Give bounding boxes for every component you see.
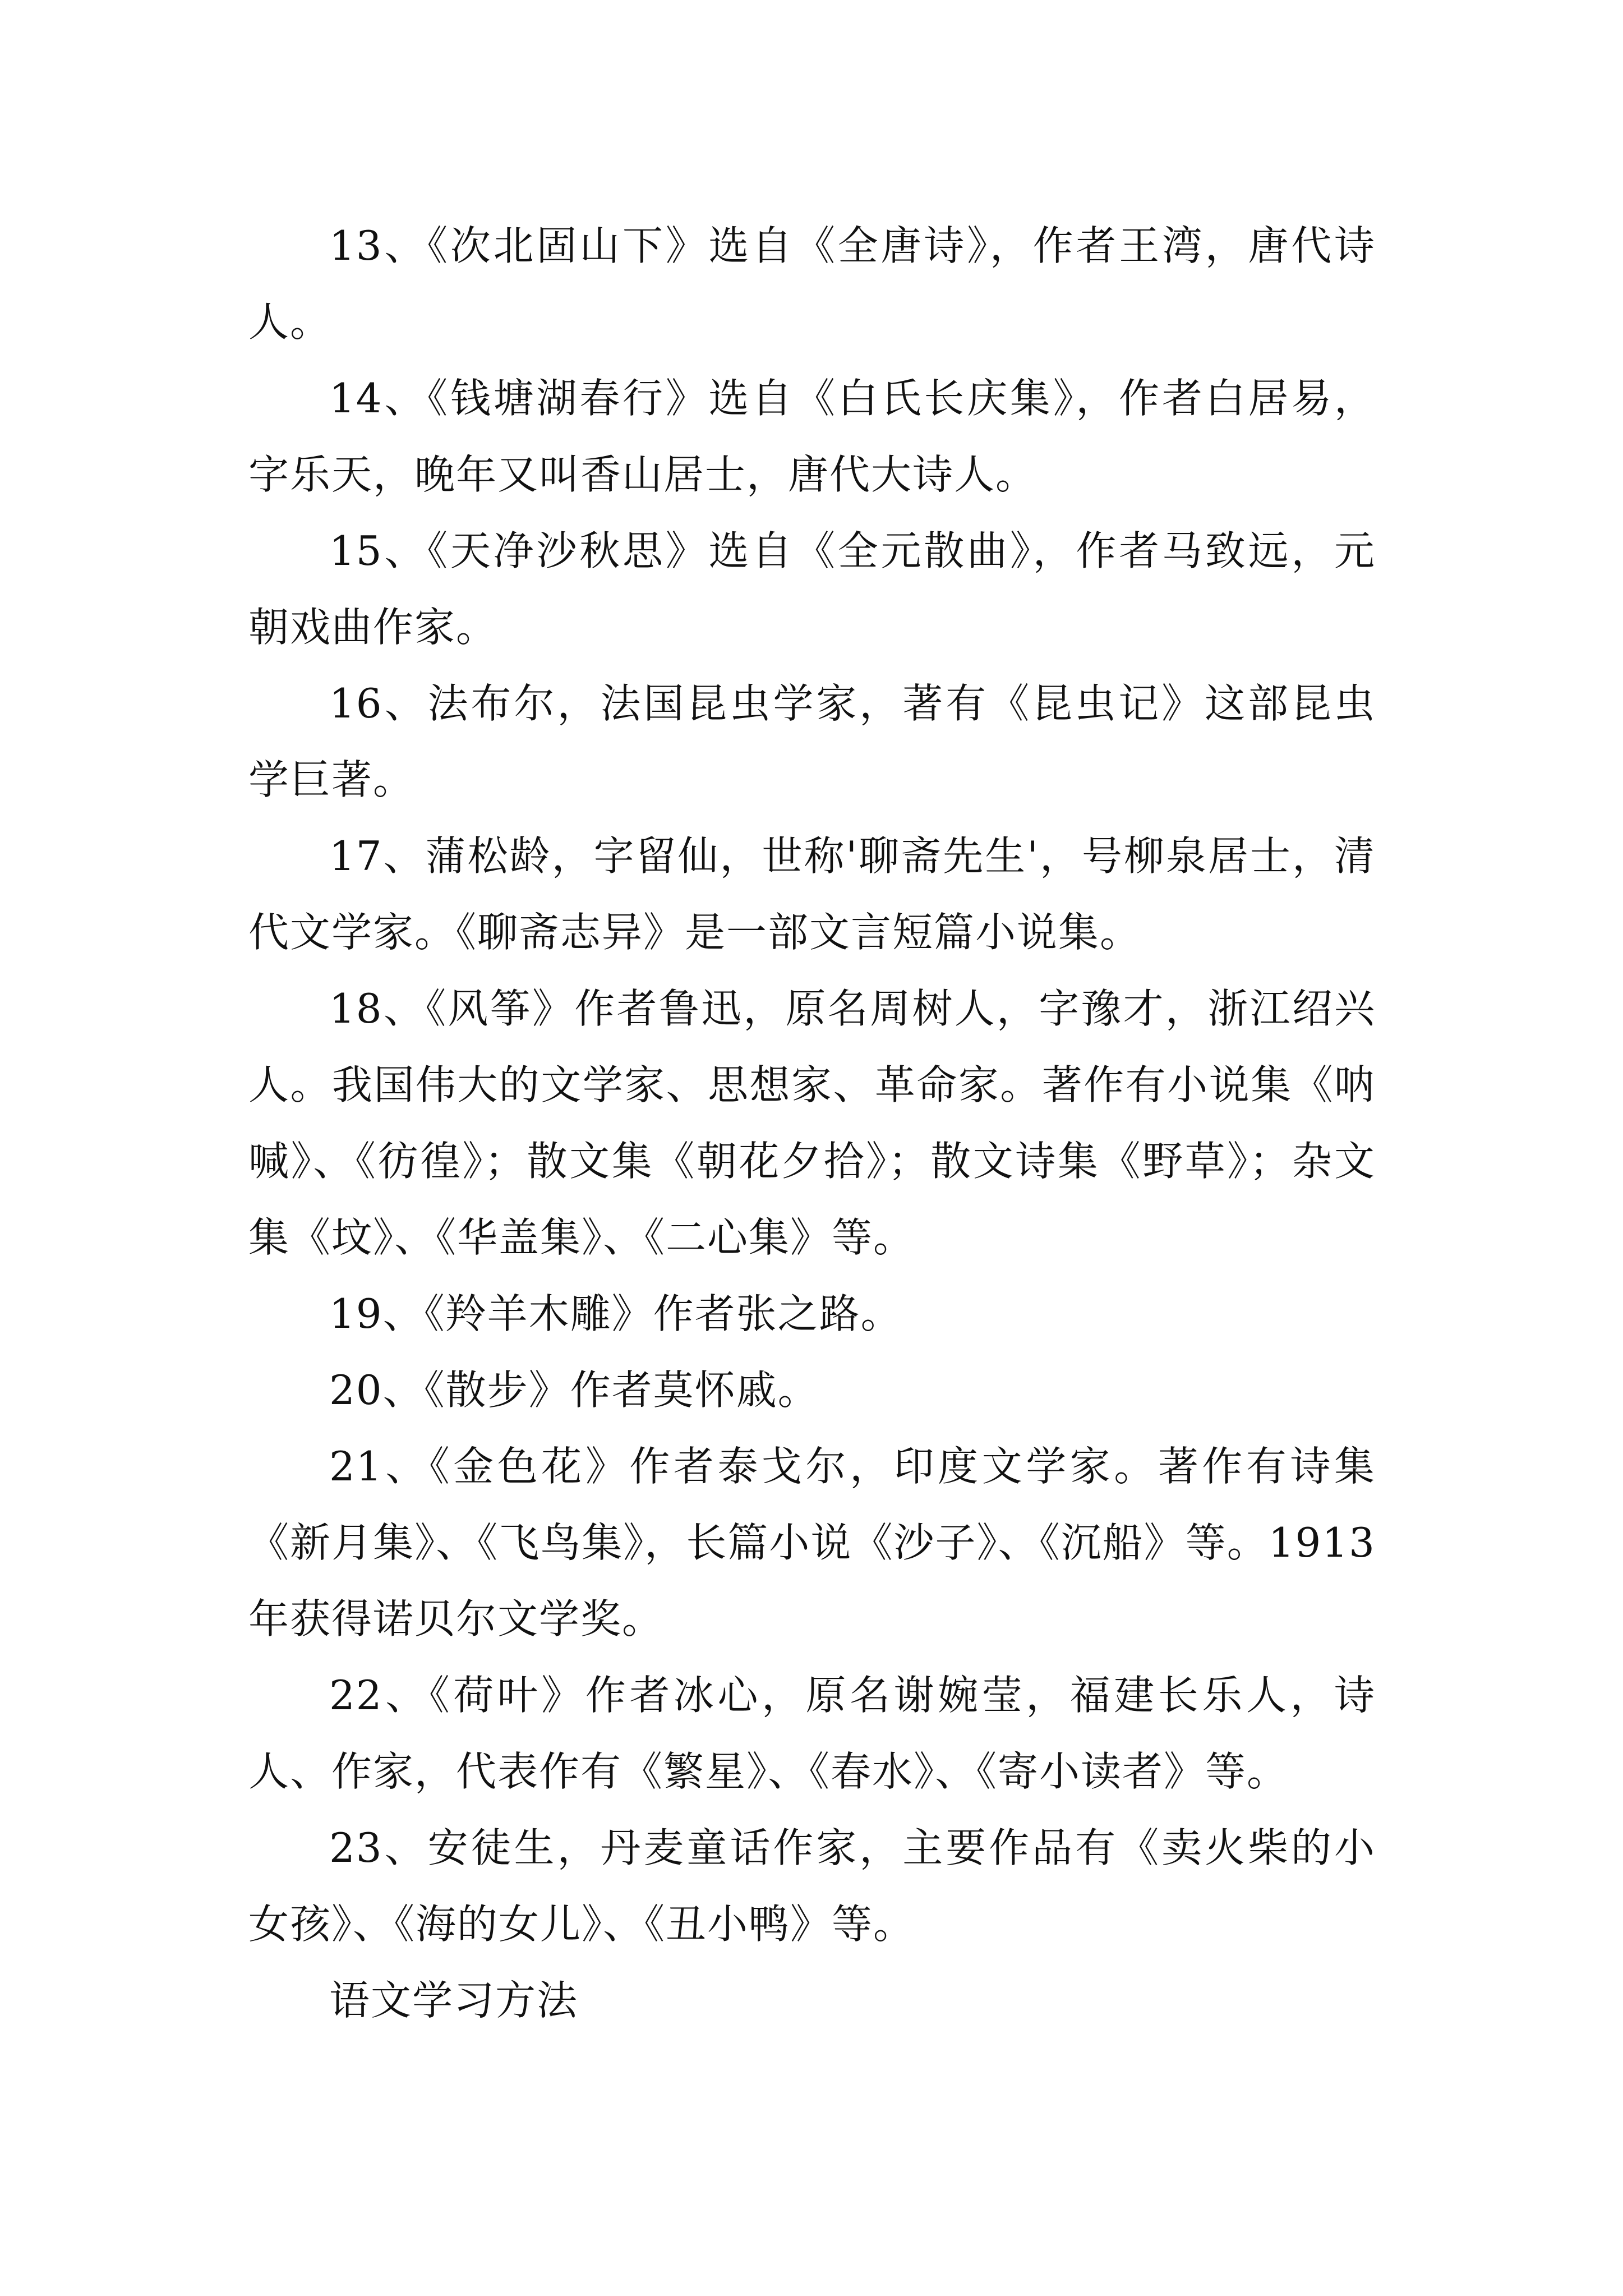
- paragraph-18: 18、《风筝》作者鲁迅，原名周树人，字豫才，浙江绍兴人。我国伟大的文学家、思想家、革命家。著作有小说集《呐喊》、《彷徨》；散文集《朝花夕拾》；散文诗集《野草》；杂文集《坟》、《华盖集》、《二心集》等。: [248, 985, 1376, 1261]
- paragraph-21: 21、《金色花》作者泰戈尔，印度文学家。著作有诗集《新月集》、《飞鸟集》，长篇小说《沙子》、《沉船》等。1913年获得诺贝尔文学奖。: [248, 1443, 1376, 1642]
- paragraph-13: 13、《次北固山下》选自《全唐诗》，作者王湾，唐代诗人。: [248, 222, 1376, 346]
- paragraph-20: 20、《散步》作者莫怀戚。: [329, 1366, 819, 1414]
- paragraph-15: 15、《天净沙秋思》选自《全元散曲》，作者马致远，元朝戏曲作家。: [248, 527, 1376, 651]
- document-body: [248, 208, 1376, 2039]
- paragraph-16: 16、法布尔，法国昆虫学家，著有《昆虫记》这部昆虫学巨著。: [248, 680, 1376, 803]
- paragraph-17: 17、蒲松龄，字留仙，世称'聊斋先生'，号柳泉居士，清代文学家。《聊斋志异》是一部文言短篇小说集。: [248, 832, 1376, 956]
- paragraph-23: 23、安徒生，丹麦童话作家，主要作品有《卖火柴的小女孩》、《海的女儿》、《丑小鸭》等。: [248, 1824, 1376, 1948]
- paragraph-22: 22、《荷叶》作者冰心，原名谢婉莹，福建长乐人，诗人、作家，代表作有《繁星》、《春水》、《寄小读者》等。: [248, 1672, 1376, 1795]
- paragraph-14: 14、《钱塘湖春行》选自《白氏长庆集》，作者白居易，字乐天，晚年又叫香山居士，唐代大诗人。: [248, 375, 1376, 498]
- section-heading: 语文学习方法: [329, 1977, 579, 2024]
- paragraph-19: 19、《羚羊木雕》作者张之路。: [329, 1290, 902, 1337]
